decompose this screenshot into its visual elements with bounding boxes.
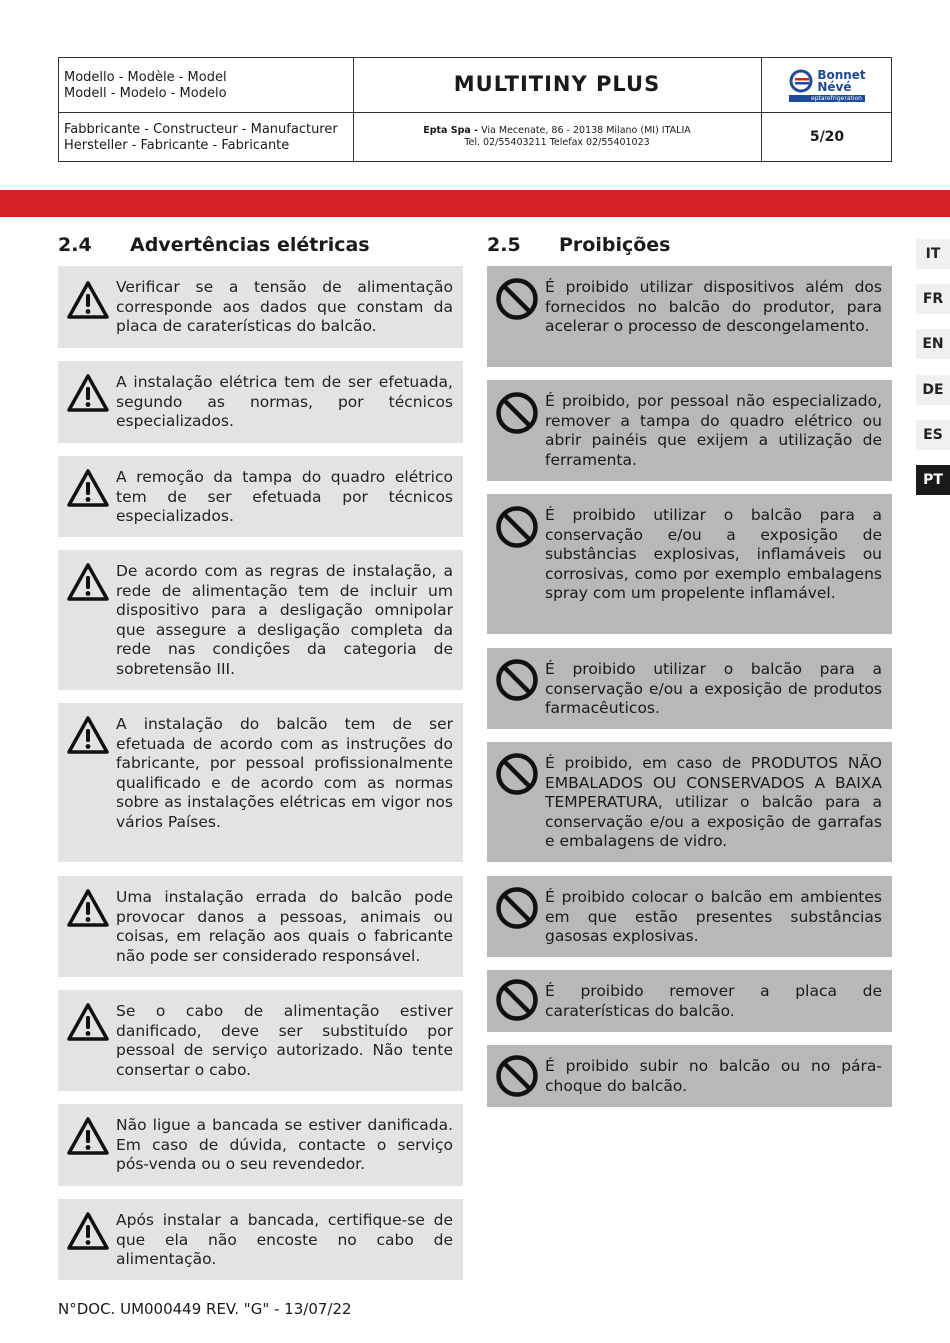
prohibition-box	[487, 266, 892, 367]
logo-mark-icon	[788, 68, 814, 94]
prohibition-text: É proibido remover a placa de caraterísticas do balcão.	[545, 982, 882, 1020]
warning-text: De acordo com as regras de instalação, a rede de alimentação tem de incluir um dispositivo para a desligação omnipolar que assegure a desligação completa da rede nas condições da categoria de sobretensão III.	[116, 562, 453, 678]
warning-box	[58, 876, 463, 977]
prohibition-box	[487, 876, 892, 957]
company-address: Via Mecenate, 86 - 20138 Milano (MI) ITALIA	[478, 125, 691, 136]
product-name: MULTITINY PLUS	[453, 72, 661, 96]
warning-triangle-icon	[66, 468, 110, 508]
manufacturer-label	[59, 122, 353, 154]
warning-triangle-icon	[66, 280, 110, 320]
prohibition-box	[487, 742, 892, 862]
prohibition-box	[487, 1045, 892, 1107]
section-number: 2.5	[487, 234, 521, 256]
manufacturer-label-line1: Fabbricante - Constructeur - Manufacturer	[64, 122, 338, 137]
manufacturer-address	[353, 125, 761, 149]
warning-box	[58, 1199, 463, 1280]
prohibition-icon	[495, 752, 539, 796]
warning-box	[58, 361, 463, 443]
model-label-line1: Modello - Modèle - Model	[64, 70, 227, 85]
warning-text: Verificar se a tensão de alimentação corresponde aos dados que constam da placa de caraterísticas do balcão.	[116, 278, 453, 335]
header-table	[58, 57, 892, 162]
warning-text: Se o cabo de alimentação estiver danificado, deve ser substituído por pessoal de serviço autorizado. Não tente consertar o cabo.	[116, 1002, 453, 1079]
prohibition-icon	[495, 277, 539, 321]
lang-tab-es[interactable]: ES	[916, 420, 950, 450]
section-number: 2.4	[58, 234, 92, 256]
logo-line2: Névé	[817, 80, 852, 94]
warning-text: Não ligue a bancada se estiver danificada. Em caso de dúvida, contacte o serviço pós-venda ou o seu revendedor.	[116, 1116, 453, 1173]
company-phone: Tel. 02/55403211 Telefax 02/55401023	[464, 137, 650, 148]
section-title-prohibitions	[487, 234, 671, 256]
section-heading: Advertências elétricas	[130, 234, 370, 256]
prohibition-text: É proibido utilizar dispositivos além dos fornecidos no balcão do produtor, para acelerar o processo de descongelamento.	[545, 278, 882, 335]
lang-tab-pt[interactable]: PT	[916, 465, 950, 495]
model-label-line2: Modell - Modelo - Modelo	[64, 86, 227, 101]
section-title-warnings	[58, 234, 370, 256]
lang-tab-fr[interactable]: FR	[916, 284, 950, 314]
section-heading: Proibições	[559, 234, 671, 256]
prohibition-text: É proibido subir no balcão ou no pára-choque do balcão.	[545, 1057, 882, 1095]
prohibition-icon	[495, 658, 539, 702]
document-number: N°DOC. UM000449 REV. "G" - 13/07/22	[58, 1300, 352, 1318]
warning-box	[58, 266, 463, 348]
prohibition-box	[487, 494, 892, 634]
brand-logo	[761, 58, 893, 112]
warning-text: A instalação do balcão tem de ser efetuada de acordo com as instruções do fabricante, por pessoal profissionalmente qualificado e de acordo com as normas sobre as instalações elétricas em vigor nos vários Países.	[116, 715, 453, 831]
warning-triangle-icon	[66, 1211, 110, 1251]
warning-triangle-icon	[66, 562, 110, 602]
warning-box	[58, 1104, 463, 1186]
warning-text: Após instalar a bancada, certifique-se de que ela não encoste no cabo de alimentação.	[116, 1211, 453, 1268]
warning-box	[58, 550, 463, 690]
company-name: Epta Spa -	[423, 125, 479, 136]
lang-tab-en[interactable]: EN	[916, 329, 950, 359]
warning-triangle-icon	[66, 715, 110, 755]
warning-triangle-icon	[66, 888, 110, 928]
prohibition-text: É proibido colocar o balcão em ambientes em que estão presentes substâncias gasosas explosivas.	[545, 888, 882, 945]
warning-box	[58, 990, 463, 1091]
warning-text: A instalação elétrica tem de ser efetuada, segundo as normas, por técnicos especializados.	[116, 373, 453, 430]
prohibition-box	[487, 380, 892, 481]
warning-box	[58, 456, 463, 537]
warning-triangle-icon	[66, 373, 110, 413]
prohibition-icon	[495, 391, 539, 435]
prohibition-text: É proibido, em caso de PRODUTOS NÃO EMBALADOS OU CONSERVADOS A BAIXA TEMPERATURA, utilizar o balcão para a conservação e/ou a exposição de garrafas e embalagens de vidro.	[545, 754, 882, 850]
logo-line1: Bonnet	[817, 68, 866, 82]
red-divider-bar	[0, 190, 950, 217]
warning-text: Uma instalação errada do balcão pode provocar danos a pessoas, animais ou coisas, em relação aos quais o fabricante não pode ser considerado responsável.	[116, 888, 453, 965]
prohibition-icon	[495, 886, 539, 930]
warning-box	[58, 703, 463, 862]
prohibition-icon	[495, 1054, 539, 1098]
manufacturer-label-line2: Hersteller - Fabricante - Fabricante	[64, 138, 290, 153]
prohibition-text: É proibido utilizar o balcão para a conservação e/ou a exposição de substâncias explosivas, inflamáveis ou corrosivas, como por exemplo embalagens spray com um propelente inflamável.	[545, 506, 882, 602]
warning-triangle-icon	[66, 1116, 110, 1156]
model-label	[59, 70, 353, 102]
prohibition-icon	[495, 978, 539, 1022]
logo-subtitle: eptarefrigeration	[789, 95, 865, 102]
lang-tab-it[interactable]: IT	[916, 239, 950, 269]
warning-text: A remoção da tampa do quadro elétrico tem de ser efetuada por técnicos especializados.	[116, 468, 453, 525]
warning-triangle-icon	[66, 1002, 110, 1042]
prohibition-box	[487, 970, 892, 1032]
lang-tab-de[interactable]: DE	[916, 375, 950, 405]
prohibition-text: É proibido, por pessoal não especializado, remover a tampa do quadro elétrico ou abrir painéis que exijem a utilização de ferramenta.	[545, 392, 882, 469]
prohibition-icon	[495, 505, 539, 549]
page-number: 5/20	[809, 129, 845, 145]
prohibition-box	[487, 648, 892, 729]
prohibition-text: É proibido utilizar o balcão para a conservação e/ou a exposição de produtos farmacêuticos.	[545, 660, 882, 717]
